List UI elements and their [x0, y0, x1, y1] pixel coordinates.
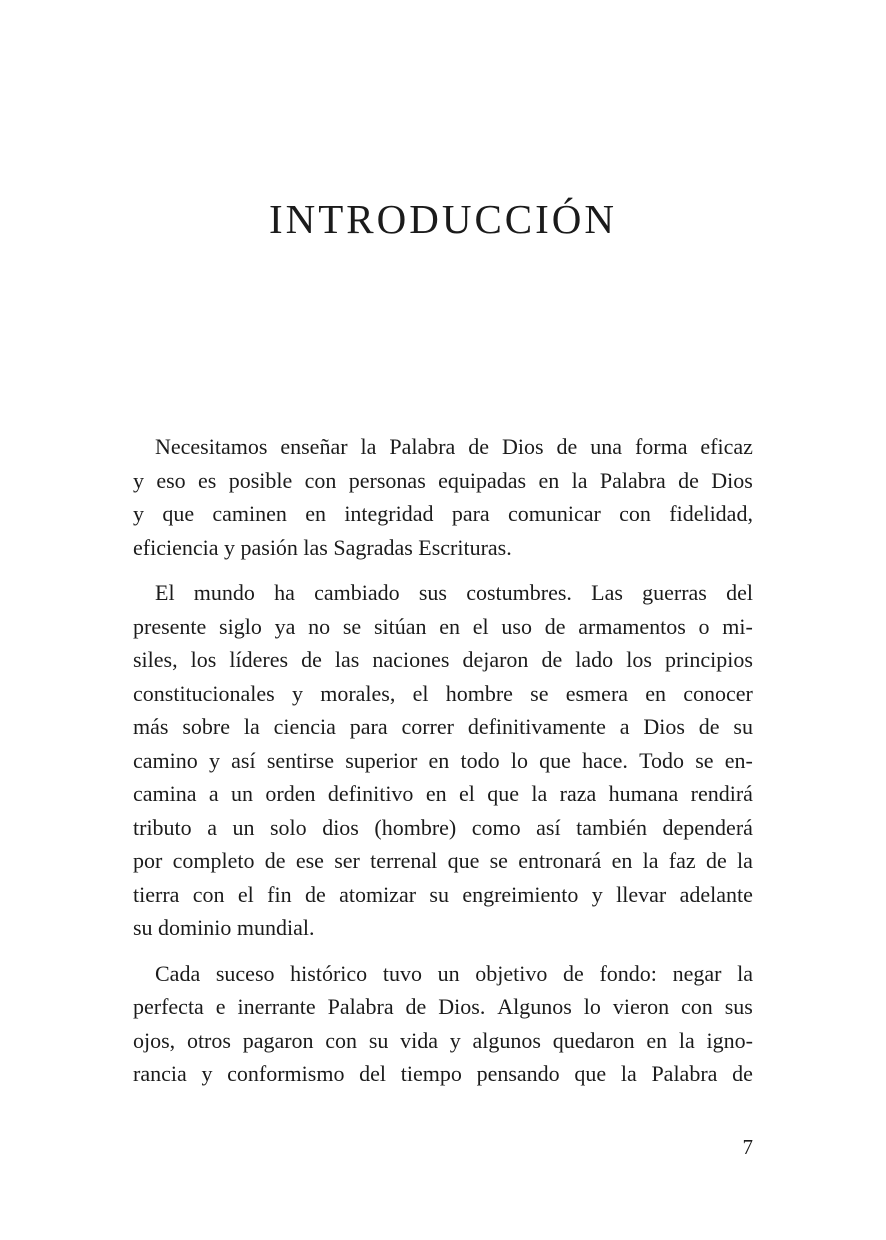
paragraph — [133, 576, 753, 945]
text-line: constitucionales y morales, el hombre se esmera en conocer — [133, 680, 753, 706]
text-line: Necesitamos enseñar la Palabra de Dios de una forma eficaz — [155, 434, 753, 459]
text-line: Cada suceso histórico tuvo un objetivo de fondo: negar la — [155, 960, 753, 986]
text-line: rancia y conformismo del tiempo pensando que la Palabra de — [133, 1061, 753, 1086]
text-line: más sobre la ciencia para correr definitivamente a Dios de su — [133, 714, 753, 739]
text-line: por completo de ese ser terrenal que se entronará en la faz de la — [133, 848, 753, 873]
text-line: y que caminen en integridad para comunicar con fidelidad, — [133, 501, 753, 526]
paragraph — [133, 430, 753, 564]
text-line: y eso es posible con personas equipadas en la Palabra de Dios — [133, 467, 753, 493]
text-line: camino y así sentirse superior en todo lo que hace. Todo se en- — [133, 747, 753, 773]
chapter-title: INTRODUCCIÓN — [268, 196, 618, 242]
text-line: presente siglo ya no se sitúan en el uso de armamentos o mi- — [133, 613, 753, 639]
text-line: su dominio mundial. — [133, 915, 315, 940]
text-line: tierra con el fin de atomizar su engreimiento y llevar adelante — [133, 881, 753, 907]
text-line: El mundo ha cambiado sus costumbres. Las guerras del — [155, 580, 753, 605]
body-text — [133, 430, 753, 1103]
text-line: siles, los líderes de las naciones dejaron de lado los principios — [133, 647, 753, 672]
paragraph — [133, 957, 753, 1091]
text-line: eficiencia y pasión las Sagradas Escrituras. — [133, 534, 512, 560]
text-line: ojos, otros pagaron con su vida y algunos quedaron en la igno- — [133, 1027, 753, 1053]
text-line: camina a un orden definitivo en el que la raza humana rendirá — [133, 781, 753, 806]
text-line: perfecta e inerrante Palabra de Dios. Algunos lo vieron con sus — [133, 994, 753, 1019]
page-number: 7 — [742, 1135, 753, 1159]
text-line: tributo a un solo dios (hombre) como así también dependerá — [133, 814, 753, 840]
